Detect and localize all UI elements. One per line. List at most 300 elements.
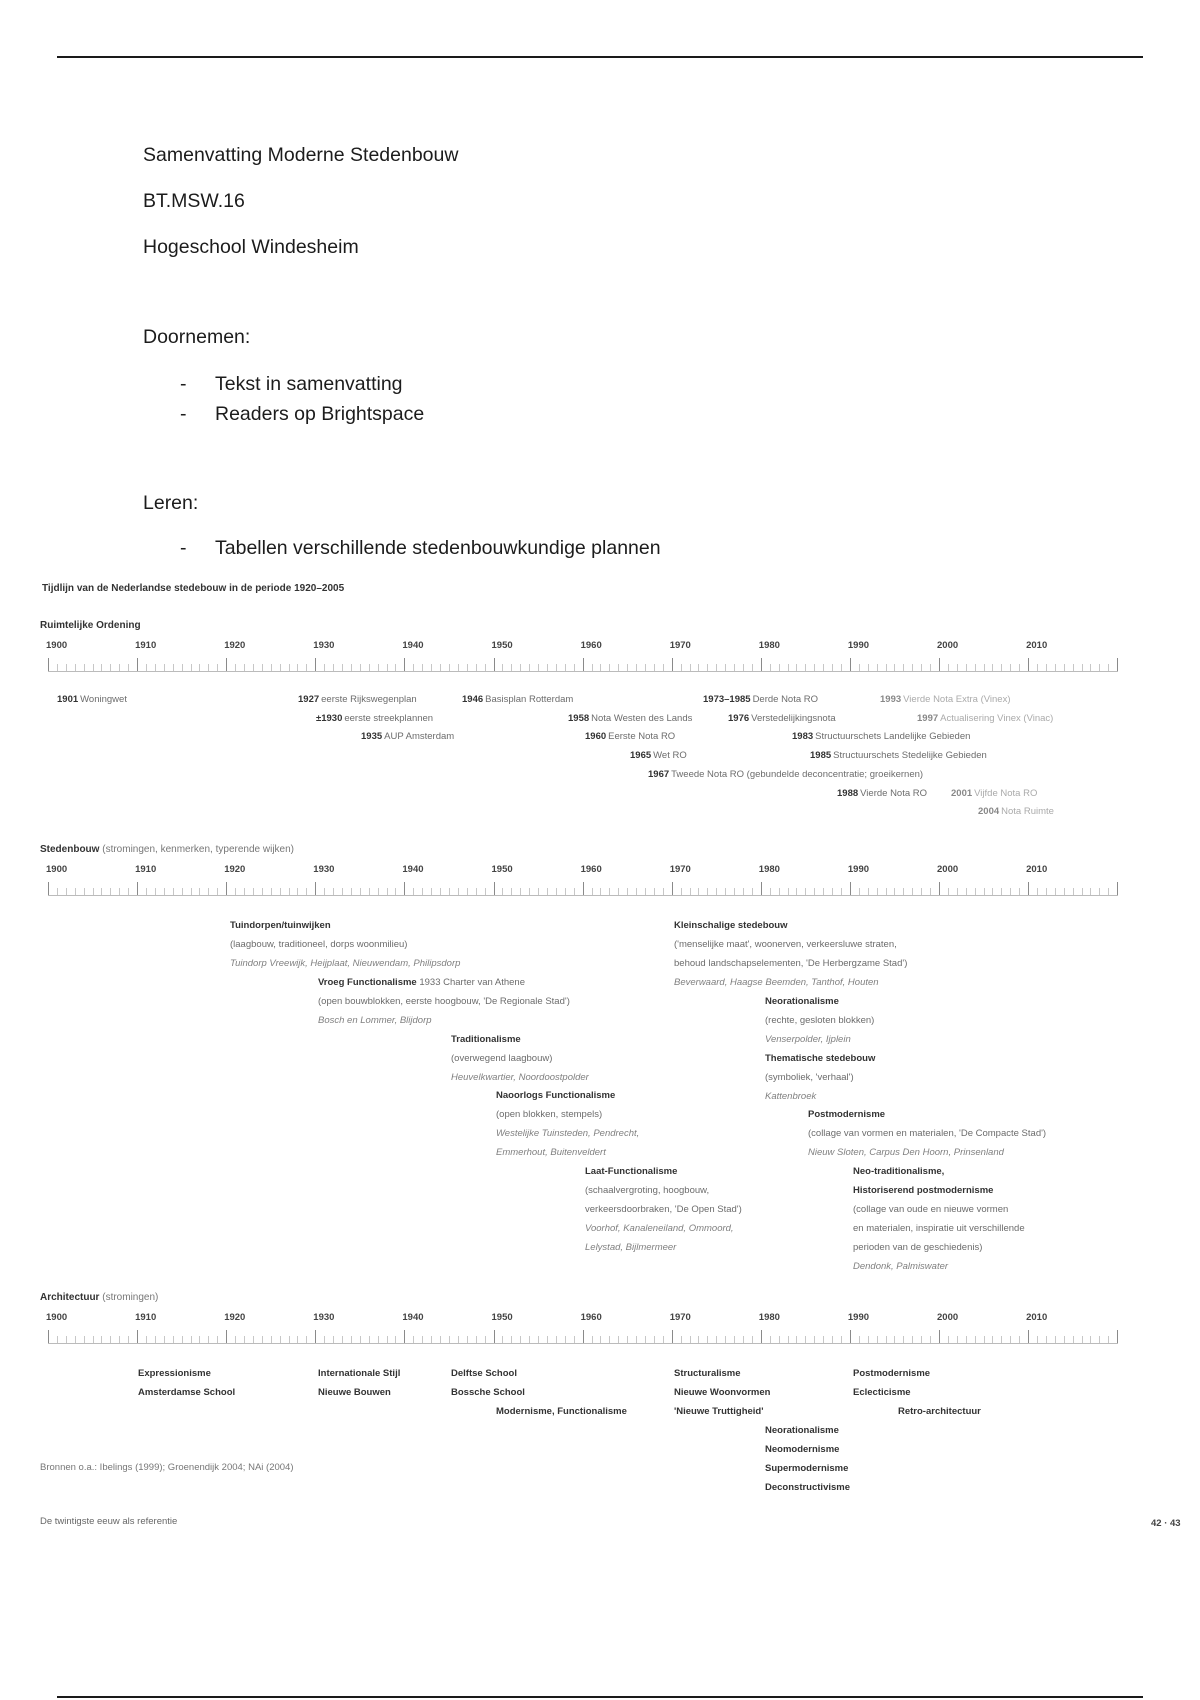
axis-minor-tick [957, 1336, 958, 1343]
axis-minor-tick [743, 888, 744, 895]
axis-minor-tick [191, 664, 192, 671]
axis-minor-tick [110, 664, 111, 671]
axis-minor-tick [93, 664, 94, 671]
axis-year-label: 1950 [491, 640, 513, 651]
axis-year-label: 1900 [46, 640, 68, 651]
axis-minor-tick [449, 888, 450, 895]
axis-minor-tick [574, 888, 575, 895]
axis-minor-tick [529, 1336, 530, 1343]
axis-year-label: 1970 [669, 640, 691, 651]
bullet-dash: - [180, 537, 187, 559]
axis-minor-tick [431, 664, 432, 671]
axis-minor-tick [280, 888, 281, 895]
axis-major-tick [939, 882, 940, 895]
axis-minor-tick [110, 888, 111, 895]
axis-minor-tick [476, 888, 477, 895]
stroming-block: Naoorlogs Functionalisme (open blokken, stempels) Westelijke Tuinsteden, Pendrecht, Emmerhout, Buitenveldert [496, 1090, 640, 1158]
axis-minor-tick [877, 1336, 878, 1343]
axis-major-tick [672, 1330, 673, 1343]
axis-minor-tick [369, 888, 370, 895]
axis-minor-tick [886, 1336, 887, 1343]
axis-major-tick [137, 658, 138, 671]
axis-minor-tick [164, 888, 165, 895]
axis-minor-tick [716, 1336, 717, 1343]
axis-minor-tick [511, 1336, 512, 1343]
axis-major-tick [583, 1330, 584, 1343]
axis-minor-tick [520, 888, 521, 895]
axis-major-tick [226, 882, 227, 895]
axis-minor-tick [565, 1336, 566, 1343]
axis-minor-tick [903, 664, 904, 671]
axis-minor-tick [609, 888, 610, 895]
axis-major-tick [404, 882, 405, 895]
axis-year-label: 1940 [402, 640, 424, 651]
axis-minor-tick [1099, 888, 1100, 895]
axis-major-tick [315, 658, 316, 671]
axis-minor-tick [75, 888, 76, 895]
axis-minor-tick [413, 664, 414, 671]
ruimtelijke-ordening-label [40, 620, 141, 631]
axis-minor-tick [1055, 888, 1056, 895]
axis-year-label: 2000 [937, 640, 959, 651]
axis-minor-tick [886, 664, 887, 671]
axis-minor-tick [75, 1336, 76, 1343]
axis-minor-tick [984, 664, 985, 671]
doornemen-heading: Doornemen: [143, 326, 251, 348]
axis-year-label: 1920 [224, 864, 246, 875]
axis-minor-tick [592, 664, 593, 671]
axis-minor-tick [734, 888, 735, 895]
axis-minor-tick [342, 888, 343, 895]
axis-minor-tick [324, 664, 325, 671]
axis-minor-tick [431, 888, 432, 895]
ro-event: 1985 Structuurschets Stedelijke Gebieden [810, 750, 987, 761]
axis-minor-tick [191, 888, 192, 895]
axis-minor-tick [422, 1336, 423, 1343]
axis-minor-tick [752, 664, 753, 671]
axis-minor-tick [1010, 888, 1011, 895]
list-item [143, 369, 424, 399]
axis-year-label: 1910 [135, 1312, 157, 1323]
axis-minor-tick [752, 1336, 753, 1343]
source-note: Bronnen o.a.: Ibelings (1999); Groenendijk 2004; NAi (2004) [40, 1462, 294, 1473]
axis-minor-tick [173, 888, 174, 895]
stroming-block: Laat-Functionalisme (schaalvergroting, hoogbouw, verkeersdoorbraken, 'De Open Stad') Voorhof, Kanaleneiland, Ommoord, Lelystad, Bijlmermeer [585, 1166, 742, 1253]
axis-major-tick [48, 882, 49, 895]
axis-minor-tick [565, 888, 566, 895]
axis-minor-tick [823, 664, 824, 671]
ro-event: 2004 Nota Ruimte [978, 806, 1054, 817]
axis-minor-tick [645, 888, 646, 895]
architectuur-label [40, 1292, 158, 1303]
axis-minor-tick [1090, 888, 1091, 895]
axis-minor-tick [654, 1336, 655, 1343]
doornemen-list [143, 369, 424, 429]
architectuur-group: Delftse School Bossche School [451, 1368, 525, 1398]
axis-minor-tick [1046, 888, 1047, 895]
axis-minor-tick [75, 664, 76, 671]
axis-major-tick [48, 1330, 49, 1343]
axis-year-label: 2000 [937, 1312, 959, 1323]
axis-minor-tick [101, 1336, 102, 1343]
axis-minor-tick [360, 664, 361, 671]
axis-minor-tick [271, 664, 272, 671]
axis-major-tick [939, 658, 940, 671]
axis-minor-tick [538, 1336, 539, 1343]
axis-year-label: 1980 [758, 640, 780, 651]
axis-minor-tick [547, 888, 548, 895]
axis-minor-tick [324, 888, 325, 895]
axis-minor-tick [84, 888, 85, 895]
axis-minor-tick [93, 1336, 94, 1343]
axis-minor-tick [182, 664, 183, 671]
axis-minor-tick [547, 1336, 548, 1343]
school-name: Hogeschool Windesheim [143, 236, 359, 258]
axis-minor-tick [351, 664, 352, 671]
axis-minor-tick [1037, 1336, 1038, 1343]
axis-minor-tick [502, 664, 503, 671]
axis-minor-tick [779, 1336, 780, 1343]
section-label-text: Ruimtelijke Ordening [40, 620, 141, 631]
axis-minor-tick [128, 1336, 129, 1343]
axis-minor-tick [128, 888, 129, 895]
axis-minor-tick [868, 1336, 869, 1343]
axis-minor-tick [868, 888, 869, 895]
axis-minor-tick [894, 1336, 895, 1343]
axis-minor-tick [306, 888, 307, 895]
axis-minor-tick [449, 664, 450, 671]
axis-year-label: 2010 [1026, 1312, 1048, 1323]
stroming-block: Tuindorpen/tuinwijken (laagbouw, traditioneel, dorps woonmilieu) Tuindorp Vreewijk, Heijplaat, Nieuwendam, Philipsdorp [230, 920, 461, 969]
axis-minor-tick [663, 1336, 664, 1343]
ro-event: 1958 Nota Westen des Lands [568, 713, 693, 724]
axis-minor-tick [600, 664, 601, 671]
axis-minor-tick [1046, 1336, 1047, 1343]
ro-event: 1935 AUP Amsterdam [361, 731, 455, 742]
axis-year-label: 1960 [580, 640, 602, 651]
axis-minor-tick [511, 664, 512, 671]
axis-minor-tick [164, 664, 165, 671]
axis-minor-tick [235, 1336, 236, 1343]
axis-minor-tick [431, 1336, 432, 1343]
axis-year-label: 1960 [580, 864, 602, 875]
axis-minor-tick [1055, 664, 1056, 671]
section-label-sub: (stromingen) [102, 1292, 159, 1303]
axis-minor-tick [859, 1336, 860, 1343]
axis-minor-tick [57, 888, 58, 895]
axis-minor-tick [948, 1336, 949, 1343]
ro-event: 1973–1985 Derde Nota RO [703, 694, 819, 705]
axis-minor-tick [725, 664, 726, 671]
axis-minor-tick [271, 1336, 272, 1343]
axis-minor-tick [289, 888, 290, 895]
document-title: Samenvatting Moderne Stedenbouw [143, 144, 459, 166]
axis-minor-tick [199, 664, 200, 671]
axis-minor-tick [217, 1336, 218, 1343]
ro-event: 1927 eerste Rijkswegenplan [298, 694, 417, 705]
axis-minor-tick [199, 1336, 200, 1343]
axis-minor-tick [716, 888, 717, 895]
axis-minor-tick [1064, 1336, 1065, 1343]
axis-minor-tick [351, 888, 352, 895]
axis-minor-tick [663, 888, 664, 895]
axis-minor-tick [814, 888, 815, 895]
axis-minor-tick [449, 1336, 450, 1343]
axis-minor-tick [877, 664, 878, 671]
axis-minor-tick [618, 888, 619, 895]
axis-minor-tick [485, 664, 486, 671]
architectuur-group: Neorationalisme Neomodernisme Supermodernisme Deconstructivisme [765, 1425, 851, 1493]
axis-minor-tick [805, 1336, 806, 1343]
axis-minor-tick [547, 664, 548, 671]
axis-year-label: 1910 [135, 864, 157, 875]
axis-minor-tick [1108, 664, 1109, 671]
axis-minor-tick [663, 664, 664, 671]
axis-minor-tick [984, 888, 985, 895]
axis-minor-tick [788, 1336, 789, 1343]
axis-year-label: 1900 [46, 1312, 68, 1323]
axis-minor-tick [912, 664, 913, 671]
axis-minor-tick [369, 1336, 370, 1343]
axis-minor-tick [333, 664, 334, 671]
axis-minor-tick [351, 1336, 352, 1343]
axis-minor-tick [930, 888, 931, 895]
timeline-axis-stedenbouw [40, 864, 1126, 904]
axis-minor-tick [128, 664, 129, 671]
axis-minor-tick [244, 1336, 245, 1343]
axis-minor-tick [654, 888, 655, 895]
axis-minor-tick [342, 664, 343, 671]
axis-minor-tick [921, 1336, 922, 1343]
axis-minor-tick [1099, 664, 1100, 671]
axis-year-label: 1990 [847, 1312, 870, 1323]
axis-minor-tick [1055, 1336, 1056, 1343]
axis-major-tick [939, 1330, 940, 1343]
axis-year-label: 2010 [1026, 864, 1048, 875]
figure-footer-left: De twintigste eeuw als referentie [40, 1516, 178, 1527]
stroming-block: Vroeg Functionalisme 1933 Charter van Athene (open bouwblokken, eerste hoogbouw, 'De Regionale Stad') Bosch en Lommer, Blijdorp [318, 977, 570, 1026]
axis-minor-tick [342, 1336, 343, 1343]
axis-minor-tick [57, 1336, 58, 1343]
axis-baseline [48, 1343, 1118, 1344]
axis-minor-tick [636, 1336, 637, 1343]
axis-minor-tick [440, 888, 441, 895]
axis-minor-tick [1073, 664, 1074, 671]
axis-minor-tick [716, 664, 717, 671]
axis-minor-tick [770, 664, 771, 671]
axis-minor-tick [182, 1336, 183, 1343]
axis-minor-tick [280, 664, 281, 671]
axis-year-label: 1950 [491, 864, 513, 875]
axis-minor-tick [930, 664, 931, 671]
axis-minor-tick [253, 1336, 254, 1343]
ro-event: 1967 Tweede Nota RO (gebundelde deconcentratie; groeikernen) [648, 769, 924, 780]
bottom-rule [57, 1696, 1143, 1698]
axis-major-tick [48, 658, 49, 671]
axis-minor-tick [636, 888, 637, 895]
axis-year-label: 1940 [402, 864, 424, 875]
stroming-block: Kleinschalige stedebouw ('menselijke maat', woonerven, verkeersluwe straten, behoud landschapselementen, 'De Herbergzame Stad') Beverwaard, Haagse Beemden, Tanthof, Houten [674, 920, 908, 988]
axis-minor-tick [66, 1336, 67, 1343]
axis-major-tick [1028, 658, 1029, 671]
bullet-dash: - [180, 373, 187, 395]
axis-minor-tick [627, 664, 628, 671]
ro-event: 1965 Wet RO [630, 750, 687, 761]
axis-minor-tick [805, 888, 806, 895]
axis-year-label: 1940 [402, 1312, 424, 1323]
axis-minor-tick [502, 888, 503, 895]
axis-minor-tick [796, 1336, 797, 1343]
axis-minor-tick [467, 888, 468, 895]
axis-minor-tick [645, 1336, 646, 1343]
axis-major-tick [583, 658, 584, 671]
axis-minor-tick [387, 888, 388, 895]
axis-baseline [48, 895, 1118, 896]
axis-minor-tick [1001, 888, 1002, 895]
ro-event: ±1930 eerste streekplannen [316, 713, 434, 724]
axis-minor-tick [387, 1336, 388, 1343]
axis-minor-tick [387, 664, 388, 671]
axis-major-tick [761, 1330, 762, 1343]
ro-event: 1983 Structuurschets Landelijke Gebieden [792, 731, 971, 742]
axis-minor-tick [698, 664, 699, 671]
timeline-axis-architectuur [40, 1312, 1126, 1352]
axis-minor-tick [690, 664, 691, 671]
axis-year-label: 1900 [46, 864, 68, 875]
section-label-text: Stedenbouw [40, 844, 100, 855]
axis-minor-tick [395, 1336, 396, 1343]
axis-year-label: 1930 [313, 864, 335, 875]
axis-minor-tick [199, 888, 200, 895]
axis-minor-tick [511, 888, 512, 895]
axis-minor-tick [779, 664, 780, 671]
stroming-block: Traditionalisme (overwegend laagbouw) Heuvelkwartier, Noordoostpolder [451, 1034, 589, 1083]
axis-minor-tick [182, 888, 183, 895]
axis-minor-tick [681, 664, 682, 671]
axis-minor-tick [289, 664, 290, 671]
axis-minor-tick [930, 1336, 931, 1343]
axis-minor-tick [707, 888, 708, 895]
axis-minor-tick [690, 1336, 691, 1343]
axis-minor-tick [609, 1336, 610, 1343]
axis-major-tick [494, 882, 495, 895]
axis-minor-tick [823, 888, 824, 895]
axis-minor-tick [556, 1336, 557, 1343]
axis-minor-tick [422, 888, 423, 895]
axis-minor-tick [841, 1336, 842, 1343]
axis-minor-tick [378, 664, 379, 671]
axis-minor-tick [823, 1336, 824, 1343]
axis-minor-tick [1090, 664, 1091, 671]
axis-minor-tick [538, 664, 539, 671]
axis-major-tick [404, 1330, 405, 1343]
section-label-text: Architectuur [40, 1292, 100, 1303]
axis-minor-tick [458, 888, 459, 895]
course-code: BT.MSW.16 [143, 190, 245, 212]
axis-minor-tick [520, 1336, 521, 1343]
axis-minor-tick [1082, 664, 1083, 671]
axis-minor-tick [707, 1336, 708, 1343]
list-item-text: Readers op Brightspace [215, 403, 425, 425]
axis-minor-tick [467, 1336, 468, 1343]
axis-minor-tick [208, 888, 209, 895]
axis-minor-tick [1082, 888, 1083, 895]
axis-minor-tick [912, 1336, 913, 1343]
axis-minor-tick [556, 888, 557, 895]
axis-minor-tick [903, 1336, 904, 1343]
axis-year-label: 2010 [1026, 640, 1048, 651]
axis-minor-tick [957, 664, 958, 671]
axis-minor-tick [538, 888, 539, 895]
axis-minor-tick [574, 1336, 575, 1343]
axis-minor-tick [627, 888, 628, 895]
axis-minor-tick [271, 888, 272, 895]
axis-minor-tick [832, 664, 833, 671]
axis-minor-tick [146, 1336, 147, 1343]
timeline-title: Tijdlijn van de Nederlandse stedebouw in de periode 1920–2005 [42, 583, 345, 594]
axis-minor-tick [244, 888, 245, 895]
axis-minor-tick [155, 664, 156, 671]
axis-minor-tick [413, 888, 414, 895]
leren-heading: Leren: [143, 492, 199, 514]
axis-minor-tick [886, 888, 887, 895]
axis-major-tick [672, 882, 673, 895]
axis-minor-tick [57, 664, 58, 671]
axis-major-tick [226, 658, 227, 671]
axis-minor-tick [565, 664, 566, 671]
axis-minor-tick [743, 1336, 744, 1343]
ro-event: 1993 Vierde Nota Extra (Vinex) [880, 694, 1011, 705]
axis-major-tick [850, 658, 851, 671]
list-item [143, 533, 661, 563]
axis-minor-tick [859, 664, 860, 671]
axis-minor-tick [395, 664, 396, 671]
axis-minor-tick [814, 664, 815, 671]
axis-minor-tick [592, 1336, 593, 1343]
architectuur-group: Internationale Stijl Nieuwe Bouwen [318, 1368, 401, 1398]
axis-minor-tick [770, 1336, 771, 1343]
axis-minor-tick [297, 1336, 298, 1343]
axis-minor-tick [592, 888, 593, 895]
axis-minor-tick [1019, 888, 1020, 895]
axis-minor-tick [324, 1336, 325, 1343]
axis-minor-tick [84, 664, 85, 671]
axis-minor-tick [191, 1336, 192, 1343]
axis-minor-tick [217, 888, 218, 895]
axis-minor-tick [1010, 664, 1011, 671]
axis-minor-tick [645, 664, 646, 671]
axis-major-tick [315, 1330, 316, 1343]
axis-minor-tick [743, 664, 744, 671]
axis-major-tick [672, 658, 673, 671]
axis-minor-tick [476, 664, 477, 671]
axis-minor-tick [66, 664, 67, 671]
axis-minor-tick [1037, 664, 1038, 671]
axis-minor-tick [119, 888, 120, 895]
timeline-axis-ro [40, 640, 1126, 680]
axis-minor-tick [93, 888, 94, 895]
axis-minor-tick [164, 1336, 165, 1343]
axis-minor-tick [119, 1336, 120, 1343]
axis-minor-tick [262, 664, 263, 671]
axis-major-tick [226, 1330, 227, 1343]
stedenbouw-label [40, 844, 294, 855]
axis-major-tick [137, 1330, 138, 1343]
axis-minor-tick [681, 1336, 682, 1343]
axis-minor-tick [841, 888, 842, 895]
stroming-block: Thematische stedebouw (symboliek, 'verhaal') Kattenbroek [765, 1053, 876, 1102]
axis-minor-tick [948, 888, 949, 895]
